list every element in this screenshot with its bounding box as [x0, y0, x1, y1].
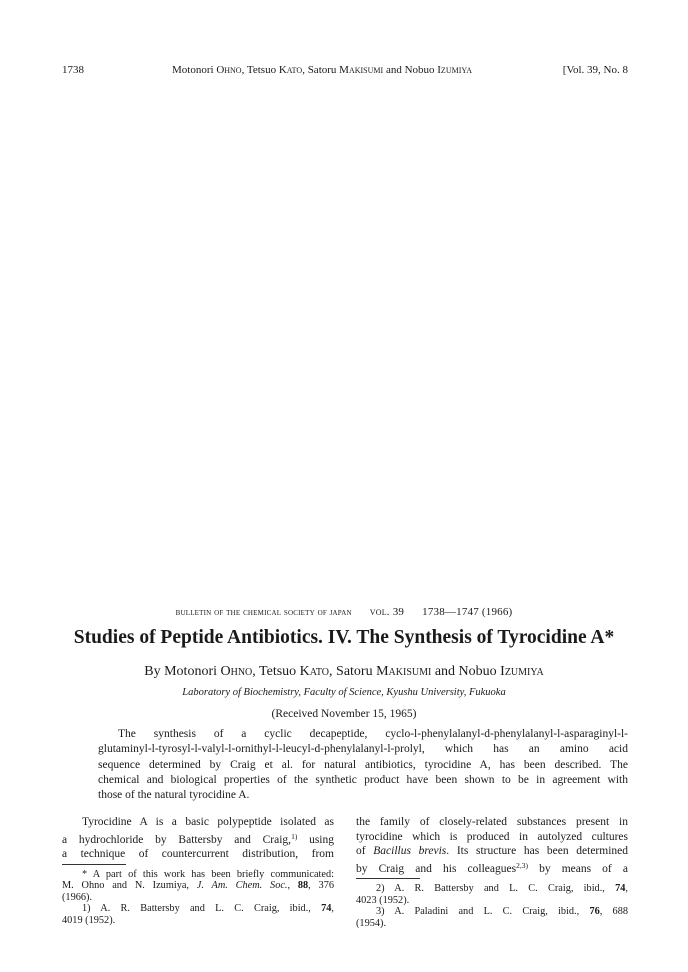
abstract-line: glutaminyl-l-tyrosyl-l-valyl-l-ornithyl-l-leucyl-d-phenylalanyl-l-prolyl, which has an amino acid — [98, 743, 628, 756]
footnote-line: (1954). — [356, 917, 387, 929]
body-line: of Bacillus brevis. Its structure has been determined — [356, 845, 628, 857]
page-number: 1738 — [62, 64, 84, 76]
running-header — [62, 64, 628, 80]
volume-label: [Vol. 39, No. 8 — [562, 64, 628, 76]
footnote-line: 4019 (1952). — [62, 914, 116, 926]
citation-2-3: 2,3) — [516, 860, 528, 870]
right-column-body — [356, 815, 628, 876]
journal-line — [0, 606, 688, 618]
footnote-line: M. Ohno and N. Izumiya, J. Am. Chem. Soc., 88, 376 — [62, 880, 334, 892]
journal-name: bulletin of the chemical society of japan — [175, 607, 352, 618]
abstract-line: sequence determined by Craig et al. for natural antibiotics, tyrocidine A, has been described. The — [98, 758, 628, 771]
left-column-body — [62, 815, 334, 862]
footnote-line: 1) A. R. Battersby and L. C. Craig, ibid., 74, — [82, 903, 334, 915]
body-line: Tyrocidine A is a basic polypeptide isolated as — [82, 816, 334, 828]
body-line: a hydrochloride by Battersby and Craig,$^{1)}$ using — [62, 831, 335, 846]
footnote-line: (1966). — [62, 891, 93, 903]
byline: By Motonori Ohno, Tetsuo Kato, Satoru Makisumi and Nobuo Izumiya — [144, 664, 544, 679]
abstract-line: The synthesis of a cyclic decapeptide, cyclo-l-phenylalanyl-d-phenylalanyl-l-asparaginyl-l- — [118, 728, 628, 740]
abstract-line: chemical and biological properties of the synthetic product have been shown to be in agreement with — [98, 773, 628, 786]
footnote-line: * A part of this work has been briefly communicated: — [82, 868, 334, 880]
footnote-line: 2) A. R. Battersby and L. C. Craig, ibid., 74, — [376, 883, 628, 894]
journal-vol-number: 39 — [392, 606, 405, 618]
article-title: Studies of Peptide Antibiotics. IV. The Synthesis of Tyrocidine A* — [73, 627, 615, 648]
received-date: (Received November 15, 1965) — [271, 708, 417, 720]
abstract — [98, 727, 628, 803]
body-line: tyrocidine which is produced in autolyzed cultures — [356, 830, 628, 843]
journal-pages-year: 1738—1747 (1966) — [422, 606, 513, 618]
affiliation: Laboratory of Biochemistry, Faculty of Science, Kyushu University, Fukuoka — [182, 687, 506, 698]
right-footnotes — [356, 883, 628, 929]
running-header-authors: Motonori Ohno, Tetsuo Kato, Satoru Makisumi and Nobuo Izumiya — [172, 64, 473, 76]
footnote-line: 3) A. Paladini and L. C. Craig, ibid., 76, 688 — [376, 906, 629, 918]
abstract-line: those of the natural tyrocidine A. — [98, 789, 250, 802]
footnote-rule — [356, 878, 420, 879]
body-line: the family of closely-related substances present in — [356, 816, 628, 828]
citation-1: 1) — [291, 831, 298, 841]
right-column — [356, 815, 628, 929]
footnote-rule — [62, 864, 126, 865]
left-column — [62, 815, 334, 926]
journal-vol-label: vol. — [369, 606, 390, 618]
body-line: by Craig and his colleagues$^{2,3)}$ by means of a — [356, 860, 628, 875]
footnote-line: 4023 (1952). — [356, 894, 410, 906]
left-footnotes — [62, 869, 334, 927]
body-line: a technique of countercurrent distribution, from — [62, 848, 334, 860]
